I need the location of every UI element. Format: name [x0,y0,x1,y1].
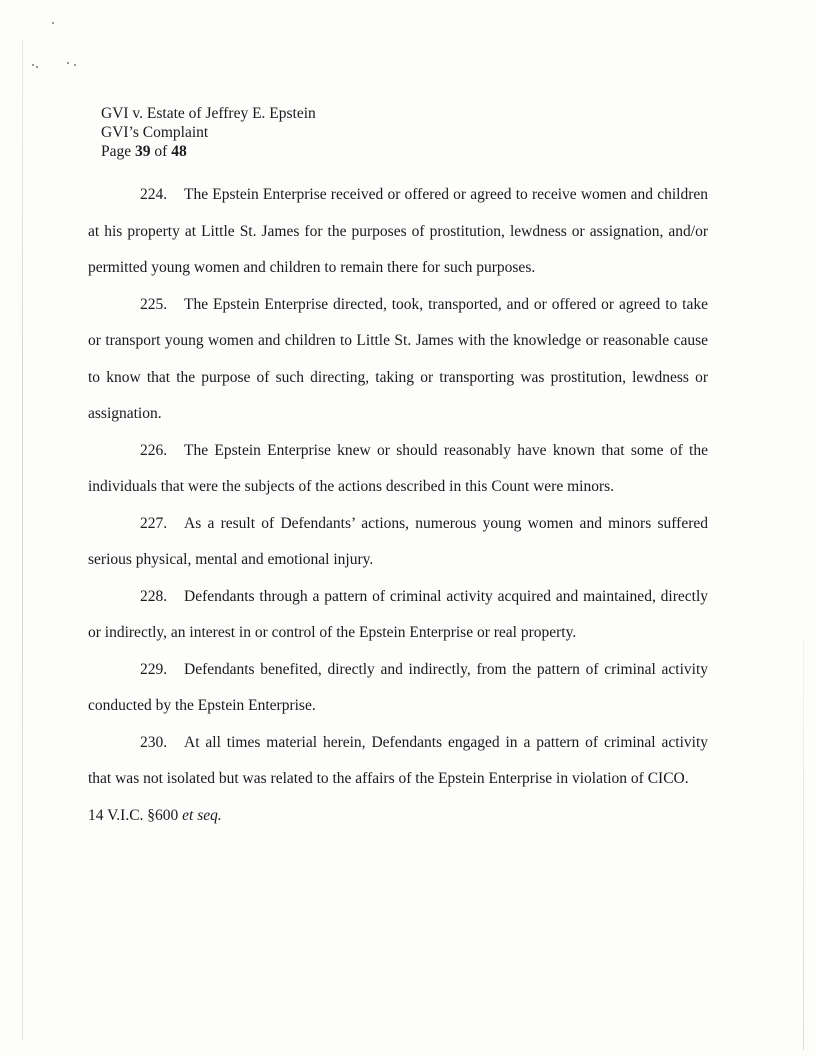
page-total: 48 [171,143,187,160]
paragraph-text: The Epstein Enterprise directed, took, transported, and or offered or agreed to take or transport young women and children to Little St. James with the knowledge or reasonable cause to know that the purpose of such directing, taking or transporting was prostitution, lewdness or assignation. [88,295,708,422]
paragraph-text: At all times material herein, Defendants engaged in a pattern of criminal activity that was not isolated but was related to the affairs of the Epstein Enterprise in violation of CICO. [88,733,708,787]
document-title: GVI’s Complaint [101,124,209,141]
paragraph-number: 227. [140,514,168,532]
paragraph-224 [88,177,708,287]
paragraph-230 [88,725,708,835]
scan-edge-left [22,40,23,1040]
page-of: of [150,143,172,160]
paragraph-text: Defendants through a pattern of criminal activity acquired and maintained, directly or indirectly, an interest in or control of the Epstein Enterprise or real property. [88,587,708,641]
paragraph-text: The Epstein Enterprise knew or should reasonably have known that some of the individuals that were the subjects of the actions described in this Count were minors. [88,441,708,495]
scan-edge-right [803,640,804,1050]
paragraph-229 [88,652,708,725]
scan-speck [74,64,76,66]
statute-citation [88,807,222,824]
paragraph-226 [88,433,708,506]
paragraph-227 [88,506,708,579]
paragraph-number: 229. [140,660,168,678]
paragraph-text: The Epstein Enterprise received or offered or agreed to receive women and children at his property at Little St. James for the purposes of prostitution, lewdness or assignation, and/or permitted young women and children to remain there for such purposes. [88,186,708,276]
page-number [101,142,316,161]
scan-speck [67,62,69,64]
scan-speck [36,66,38,68]
paragraph-text: Defendants benefited, directly and indirectly, from the pattern of criminal activity conducted by the Epstein Enterprise. [88,660,708,714]
statute-suffix: et seq. [182,806,222,824]
statute-reference: 14 V.I.C. §600 [88,806,183,824]
page-current: 39 [135,143,151,160]
page-prefix: Page [101,143,136,160]
paragraph-number: 230. [140,733,168,751]
paragraph-number: 225. [140,295,168,313]
scan-speck [52,22,54,24]
scan-speck [32,64,34,66]
paragraph-number: 226. [140,441,168,459]
paragraph-number: 224. [140,186,168,203]
paragraph-number: 228. [140,587,168,605]
paragraph-text: As a result of Defendants’ actions, numerous young women and minors suffered serious physical, mental and emotional injury. [88,514,708,568]
paragraph-225 [88,287,708,433]
case-title: GVI v. Estate of Jeffrey E. Epstein [101,105,316,122]
document-body [88,177,708,834]
document-header [101,104,316,161]
paragraph-228 [88,579,708,652]
